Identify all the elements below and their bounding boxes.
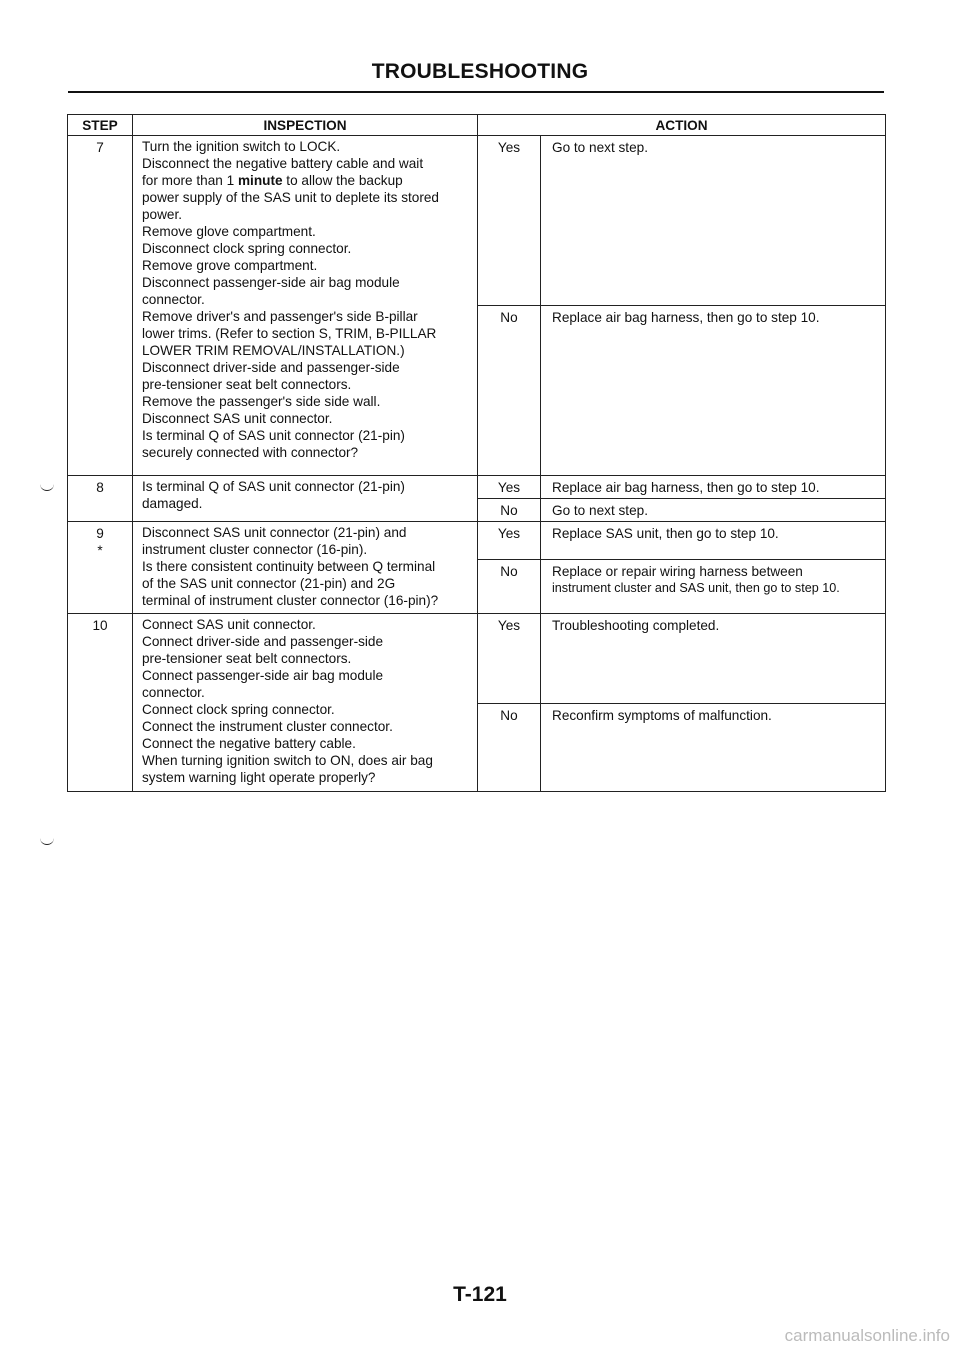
answer-no: No (478, 306, 541, 476)
table-row (68, 136, 886, 306)
action-line: Replace or repair wiring harness between (552, 564, 803, 579)
action-line: Replace air bag harness, then go to step 10. (552, 310, 820, 325)
action-line: instrument cluster and SAS unit, then go to step 10. (552, 581, 840, 595)
inspection-line: Is terminal Q of SAS unit connector (21-pin) (142, 479, 405, 494)
inspection-line: system warning light operate properly? (142, 770, 376, 785)
inspection-line: Disconnect driver-side and passenger-side (142, 360, 400, 375)
inspection-line: Disconnect the negative battery cable and wait (142, 156, 424, 171)
action-line: Go to next step. (552, 140, 648, 155)
inspection-line: Connect SAS unit connector. (142, 617, 316, 632)
step-label: 9 (96, 526, 104, 541)
step-number (68, 136, 133, 476)
inspection-line: securely connected with connector? (142, 445, 359, 460)
page-number: T-121 (453, 1283, 507, 1306)
action-cell (541, 560, 886, 614)
inspection-cell (133, 136, 478, 476)
inspection-line: connector. (142, 685, 205, 700)
inspection-line: Connect the instrument cluster connector. (142, 719, 393, 734)
margin-check-mark (40, 484, 54, 491)
inspection-line: terminal of instrument cluster connector (16-pin)? (142, 593, 439, 608)
inspection-line: for more than 1 minute to allow the backup (142, 173, 403, 188)
action-cell (541, 614, 886, 704)
step-mark: * (97, 543, 103, 558)
action-cell (541, 522, 886, 560)
header-inspection: INSPECTION (133, 115, 478, 136)
answer-no: No (478, 560, 541, 614)
inspection-line: Connect the negative battery cable. (142, 736, 356, 751)
inspection-line: damaged. (142, 496, 203, 511)
inspection-line: instrument cluster connector (16-pin). (142, 542, 368, 557)
answer-yes: Yes (478, 614, 541, 704)
watermark: carmanualsonline.info (784, 1326, 950, 1345)
inspection-line: Is terminal Q of SAS unit connector (21-pin) (142, 428, 405, 443)
inspection-line: pre-tensioner seat belt connectors. (142, 377, 352, 392)
inspection-line: Remove grove compartment. (142, 258, 318, 273)
title-rule (68, 91, 884, 93)
inspection-line: Connect clock spring connector. (142, 702, 335, 717)
inspection-line: Turn the ignition switch to LOCK. (142, 139, 341, 154)
header-action: ACTION (478, 115, 886, 136)
inspection-cell (133, 614, 478, 792)
inspection-line: Connect passenger-side air bag module (142, 668, 384, 683)
step-label: 7 (96, 140, 104, 155)
step-label: 10 (92, 618, 108, 633)
action-line: Replace air bag harness, then go to step 10. (552, 480, 820, 495)
inspection-line: power supply of the SAS unit to deplete its stored (142, 190, 439, 205)
answer-no: No (478, 704, 541, 792)
inspection-line: Disconnect SAS unit connector (21-pin) and (142, 525, 407, 540)
inspection-line: Remove glove compartment. (142, 224, 316, 239)
action-cell (541, 499, 886, 522)
action-line: Go to next step. (552, 503, 648, 518)
inspection-line: Disconnect clock spring connector. (142, 241, 352, 256)
inspection-line: lower trims. (Refer to section S, TRIM, B-PILLAR (142, 326, 437, 341)
inspection-line: power. (142, 207, 183, 222)
answer-yes: Yes (478, 522, 541, 560)
step-label: 8 (96, 480, 104, 495)
inspection-line: Remove the passenger's side side wall. (142, 394, 381, 409)
inspection-line: Disconnect passenger-side air bag module (142, 275, 400, 290)
inspection-cell (133, 476, 478, 522)
action-cell (541, 306, 886, 476)
inspection-line: LOWER TRIM REMOVAL/INSTALLATION.) (142, 343, 405, 358)
inspection-line: When turning ignition switch to ON, does air bag (142, 753, 433, 768)
table-row (68, 476, 886, 499)
table-row (68, 522, 886, 560)
step-number (68, 522, 133, 614)
troubleshooting-table (67, 114, 886, 792)
table-header-row (68, 115, 886, 136)
inspection-line: pre-tensioner seat belt connectors. (142, 651, 352, 666)
answer-yes: Yes (478, 136, 541, 306)
action-line: Reconfirm symptoms of malfunction. (552, 708, 772, 723)
answer-yes: Yes (478, 476, 541, 499)
inspection-line: Disconnect SAS unit connector. (142, 411, 333, 426)
inspection-line: connector. (142, 292, 205, 307)
inspection-line: of the SAS unit connector (21-pin) and 2G (142, 576, 396, 591)
inspection-line: Is there consistent continuity between Q terminal (142, 559, 436, 574)
action-cell (541, 476, 886, 499)
header-step: STEP (68, 115, 133, 136)
action-line: Troubleshooting completed. (552, 618, 720, 633)
step-number (68, 476, 133, 522)
inspection-line: Connect driver-side and passenger-side (142, 634, 384, 649)
inspection-cell (133, 522, 478, 614)
page-title: TROUBLESHOOTING (371, 60, 589, 83)
inspection-line: Remove driver's and passenger's side B-pillar (142, 309, 418, 324)
step-number (68, 614, 133, 792)
margin-check-mark (40, 838, 54, 845)
action-cell (541, 704, 886, 792)
table-row (68, 614, 886, 704)
answer-no: No (478, 499, 541, 522)
action-line: Replace SAS unit, then go to step 10. (552, 526, 779, 541)
action-cell (541, 136, 886, 306)
